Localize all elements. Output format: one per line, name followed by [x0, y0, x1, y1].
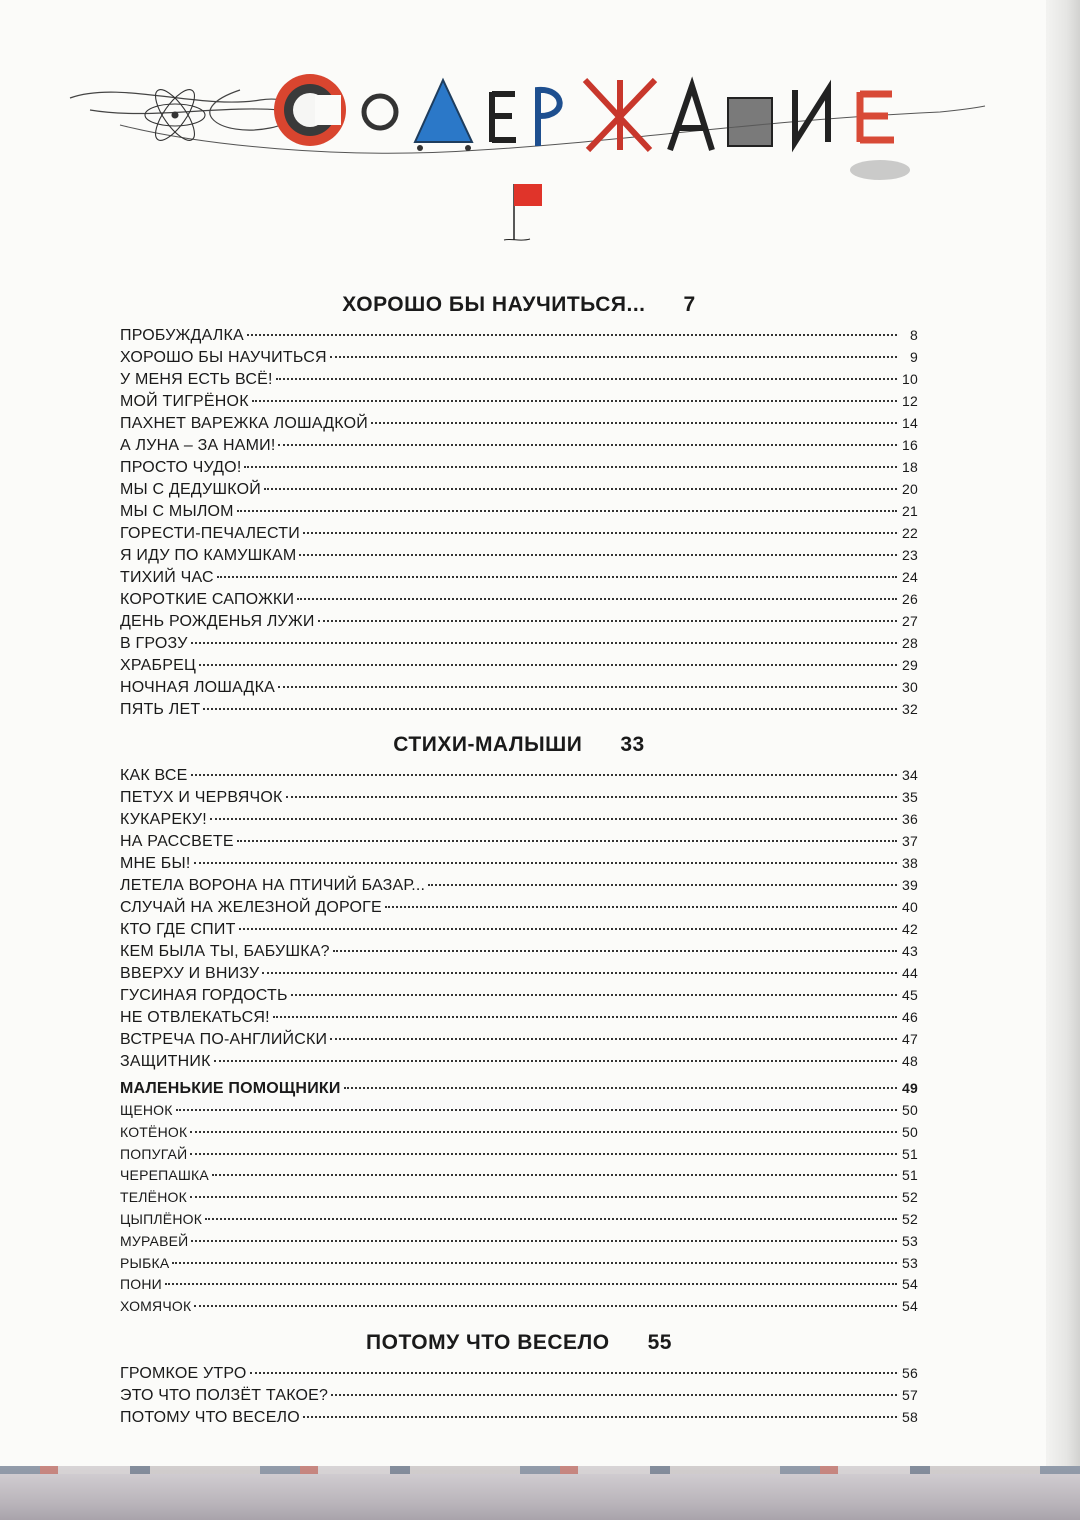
dot-leader [217, 575, 897, 578]
dot-leader [276, 377, 897, 380]
entry-page-number: 22 [902, 525, 918, 541]
toc-entry [120, 544, 918, 566]
entry-page-number: 53 [902, 1254, 918, 1271]
toc-entry [120, 1144, 918, 1166]
letter-n-textured [728, 98, 772, 146]
toc-entry [120, 566, 918, 588]
dot-leader [176, 1108, 897, 1111]
entry-page-number: 40 [902, 899, 918, 915]
letter-e-red [860, 92, 894, 142]
entry-title: ГОРЕСТИ-ПЕЧАЛЕСТИ [120, 525, 300, 542]
entry-page-number: 32 [902, 701, 918, 717]
entry-page-number: 27 [902, 613, 918, 629]
toc-entry [120, 786, 918, 808]
dot-leader [262, 971, 897, 974]
dot-leader [333, 949, 897, 952]
section-heading [120, 286, 918, 324]
dot-leader [190, 1195, 897, 1198]
toc-entry [120, 1253, 918, 1275]
entry-page-number: 51 [902, 1145, 918, 1162]
entry-title: В ГРОЗУ [120, 635, 188, 652]
entry-title: ТИХИЙ ЧАС [120, 569, 214, 586]
dot-leader [194, 1304, 897, 1307]
dot-leader [239, 927, 897, 930]
section-heading [120, 1324, 918, 1362]
entry-page-number: 43 [902, 943, 918, 959]
entry-title: МНЕ БЫ! [120, 855, 191, 872]
toc-entry [120, 1100, 918, 1122]
subsection-heading [120, 1076, 918, 1100]
entry-title: СЛУЧАЙ НА ЖЕЛЕЗНОЙ ДОРОГЕ [120, 899, 382, 916]
entry-title: НОЧНАЯ ЛОШАДКА [120, 679, 275, 696]
entry-page-number: 29 [902, 657, 918, 673]
entry-page-number: 14 [902, 415, 918, 431]
entry-title: ПЕТУХ И ЧЕРВЯЧОК [120, 789, 283, 806]
dot-leader [237, 509, 897, 512]
entry-title: ЦЫПЛЁНОК [120, 1210, 203, 1227]
toc-entry [120, 984, 918, 1006]
scribble-line [70, 90, 295, 130]
entry-title: У МЕНЯ ЕСТЬ ВСЁ! [120, 371, 273, 388]
toc-entry [120, 1165, 918, 1187]
entry-title: МЫ С ДЕДУШКОЙ [120, 481, 261, 498]
entry-page-number: 16 [902, 437, 918, 453]
entry-page-number: 21 [902, 503, 918, 519]
entry-title: ХОМЯЧОК [120, 1298, 192, 1315]
entry-title: ТЕЛЁНОК [120, 1189, 187, 1206]
toc-entry [120, 610, 918, 632]
entry-page-number: 47 [902, 1031, 918, 1047]
toc-entry [120, 852, 918, 874]
toc-entry [120, 1187, 918, 1209]
entry-page-number: 50 [902, 1102, 918, 1118]
dot-leader [286, 795, 897, 798]
letter-zh-red [585, 80, 655, 150]
toc-entry [120, 1384, 918, 1406]
entry-page-number: 10 [902, 371, 918, 387]
toc-entry [120, 434, 918, 456]
entry-title: ПЯТЬ ЛЕТ [120, 701, 201, 718]
dot-leader [191, 1239, 897, 1242]
entry-page-number: 36 [902, 811, 918, 827]
entry-title: ЗАЩИТНИК [120, 1053, 211, 1070]
toc-entry [120, 412, 918, 434]
entry-title: РЫБКА [120, 1254, 170, 1271]
table-of-contents [120, 286, 918, 1428]
dot-leader [299, 553, 897, 556]
entry-page-number: 34 [902, 767, 918, 783]
entry-page-number: 23 [902, 547, 918, 563]
dot-leader [303, 1415, 897, 1418]
subsection-entries [120, 1100, 918, 1318]
dot-leader [212, 1173, 897, 1176]
facing-page-edge [0, 1466, 1080, 1474]
dot-leader [385, 905, 897, 908]
letter-e [492, 92, 516, 142]
dot-leader [203, 707, 897, 710]
entry-title: ВВЕРХУ И ВНИЗУ [120, 965, 260, 982]
entry-page-number: 8 [910, 327, 918, 343]
section-page-number: 33 [620, 733, 645, 756]
letter-o-doodle [364, 96, 396, 128]
entry-title: Я ИДУ ПО КАМУШКАМ [120, 547, 297, 564]
entry-page-number: 46 [902, 1009, 918, 1025]
dot-leader [210, 817, 897, 820]
entry-page-number: 28 [902, 635, 918, 651]
dot-leader [247, 333, 897, 336]
entry-title: ПРОБУЖДАЛКА [120, 327, 244, 344]
dot-leader [371, 421, 897, 424]
entry-page-number: 30 [902, 679, 918, 695]
toc-entry [120, 896, 918, 918]
dot-leader [278, 443, 897, 446]
entry-title: НА РАССВЕТЕ [120, 833, 234, 850]
entry-title: ПАХНЕТ ВАРЕЖКА ЛОШАДКОЙ [120, 415, 368, 432]
entry-title: ПОТОМУ ЧТО ВЕСЕЛО [120, 1408, 300, 1426]
dot-leader [330, 1037, 897, 1040]
entry-title: ЩЕНОК [120, 1102, 173, 1118]
dot-leader [199, 663, 897, 666]
toc-entry [120, 368, 918, 390]
entry-title: МЫ С МЫЛОМ [120, 503, 234, 520]
entry-page-number: 54 [902, 1276, 918, 1293]
toc-entry [120, 588, 918, 610]
entry-page-number: 44 [902, 965, 918, 981]
toc-entry [120, 500, 918, 522]
dot-leader [191, 641, 897, 644]
toc-entry [120, 1362, 918, 1384]
toc-entry [120, 940, 918, 962]
entry-page-number: 56 [902, 1364, 918, 1381]
section-title: СТИХИ-МАЛЫШИ [393, 733, 583, 756]
dot-leader [237, 839, 897, 842]
section-page-number: 55 [647, 1330, 672, 1354]
entry-page-number: 51 [902, 1167, 918, 1184]
dot-leader [244, 465, 897, 468]
entry-page-number: 20 [902, 481, 918, 497]
dot-leader [344, 1086, 897, 1089]
entry-page-number: 42 [902, 921, 918, 937]
toc-entry [120, 346, 918, 368]
dot-leader [264, 487, 897, 490]
title-illustration [60, 50, 990, 180]
entry-title: КОТЁНОК [120, 1123, 188, 1140]
toc-entry [120, 1406, 918, 1428]
entry-page-number: 39 [902, 877, 918, 893]
toc-entry [120, 698, 918, 720]
entry-title: НЕ ОТВЛЕКАТЬСЯ! [120, 1009, 270, 1026]
toc-entry [120, 1028, 918, 1050]
section-title: ПОТОМУ ЧТО ВЕСЕЛО [366, 1330, 610, 1354]
letter-a-black [670, 86, 712, 150]
toc-entry [120, 1231, 918, 1253]
dot-leader [190, 1152, 897, 1155]
dot-leader [214, 1059, 897, 1062]
entry-page-number: 18 [902, 459, 918, 475]
entry-page-number: 12 [902, 393, 918, 409]
toc-entry [120, 1296, 918, 1318]
section-page-number: 7 [683, 293, 696, 316]
dot-leader [273, 1015, 897, 1018]
entry-page-number: 53 [902, 1232, 918, 1249]
toc-entry [120, 632, 918, 654]
entry-page-number: 9 [910, 349, 918, 365]
entry-title: ХРАБРЕЦ [120, 657, 197, 674]
entry-page-number: 52 [902, 1189, 918, 1206]
dot-leader [330, 355, 897, 358]
entry-title: ЭТО ЧТО ПОЛЗЁТ ТАКОЕ? [120, 1386, 329, 1404]
dot-leader [318, 619, 897, 622]
entry-page-number: 45 [902, 987, 918, 1003]
toc-entry [120, 1274, 918, 1296]
section-entries [120, 324, 918, 720]
entry-page-number: 24 [902, 569, 918, 585]
section-entries [120, 764, 918, 1072]
toc-entry [120, 478, 918, 500]
toc-entry [120, 676, 918, 698]
red-flag-icon [500, 178, 560, 248]
toc-entry [120, 962, 918, 984]
entry-title: КЕМ БЫЛА ТЫ, БАБУШКА? [120, 943, 330, 960]
entry-title: ЛЕТЕЛА ВОРОНА НА ПТИЧИЙ БАЗАР... [120, 877, 426, 894]
letter-r-blue [538, 90, 560, 146]
entry-title: ХОРОШО БЫ НАУЧИТЬСЯ [120, 349, 327, 366]
dot-leader [190, 1130, 897, 1133]
toc-entry [120, 918, 918, 940]
dot-leader [331, 1393, 897, 1396]
toc-entry [120, 1209, 918, 1231]
entry-page-number: 37 [902, 833, 918, 849]
dot-leader [172, 1261, 897, 1264]
toc-entry [120, 456, 918, 478]
dot-leader [252, 399, 897, 402]
dot-leader [191, 773, 897, 776]
toc-entry [120, 808, 918, 830]
toc-entry [120, 390, 918, 412]
page-bottom-edge [0, 1466, 1080, 1520]
entry-title: ЧЕРЕПАШКА [120, 1167, 209, 1184]
toc-entry [120, 324, 918, 346]
toc-entry [120, 654, 918, 676]
section-heading [120, 726, 918, 764]
subsection-title: МАЛЕНЬКИЕ ПОМОЩНИКИ [120, 1080, 341, 1097]
toc-entry [120, 874, 918, 896]
entry-title: КАК ВСЕ [120, 767, 188, 784]
toc-entry [120, 1122, 918, 1144]
entry-title: ДЕНЬ РОЖДЕНЬЯ ЛУЖИ [120, 613, 315, 630]
entry-title: МОЙ ТИГРЁНОК [120, 393, 249, 410]
toc-entry [120, 522, 918, 544]
toc-entry [120, 830, 918, 852]
entry-page-number: 50 [902, 1123, 918, 1140]
toc-entry [120, 1050, 918, 1072]
entry-title: КОРОТКИЕ САПОЖКИ [120, 591, 295, 608]
subsection-page-number: 49 [902, 1080, 918, 1096]
entry-title: ПОПУГАЙ [120, 1145, 188, 1162]
letter-i-black [795, 90, 828, 142]
dot-leader [165, 1282, 897, 1285]
letter-d-blue-triangle [415, 80, 472, 142]
entry-title: ВСТРЕЧА ПО-АНГЛИЙСКИ [120, 1031, 328, 1048]
entry-title: КУКАРЕКУ! [120, 811, 207, 828]
entry-title: А ЛУНА – ЗА НАМИ! [120, 437, 276, 454]
dot-leader [205, 1217, 897, 1220]
entry-page-number: 35 [902, 789, 918, 805]
dot-leader [250, 1371, 897, 1374]
entry-page-number: 52 [902, 1210, 918, 1227]
entry-page-number: 54 [902, 1298, 918, 1315]
shadow-scribble [850, 160, 910, 180]
dot-leader [194, 861, 897, 864]
book-spine [1046, 0, 1080, 1470]
entry-title: ПОНИ [120, 1276, 162, 1293]
entry-title: ПРОСТО ЧУДО! [120, 459, 242, 476]
section-title: ХОРОШО БЫ НАУЧИТЬСЯ... [342, 293, 646, 316]
entry-page-number: 57 [902, 1386, 918, 1403]
entry-page-number: 26 [902, 591, 918, 607]
dot-leader [303, 531, 897, 534]
dot-leader [297, 597, 897, 600]
entry-title: ГУСИНАЯ ГОРДОСТЬ [120, 987, 288, 1004]
entry-title: ГРОМКОЕ УТРО [120, 1364, 247, 1382]
entry-page-number: 58 [902, 1408, 918, 1425]
toc-entry [120, 764, 918, 786]
dot-leader [428, 883, 897, 886]
entry-title: КТО ГДЕ СПИТ [120, 921, 236, 938]
section-entries [120, 1362, 918, 1428]
entry-page-number: 38 [902, 855, 918, 871]
entry-page-number: 48 [902, 1053, 918, 1069]
toc-entry [120, 1006, 918, 1028]
dot-leader [291, 993, 897, 996]
entry-title: МУРАВЕЙ [120, 1232, 189, 1249]
dot-leader [278, 685, 897, 688]
